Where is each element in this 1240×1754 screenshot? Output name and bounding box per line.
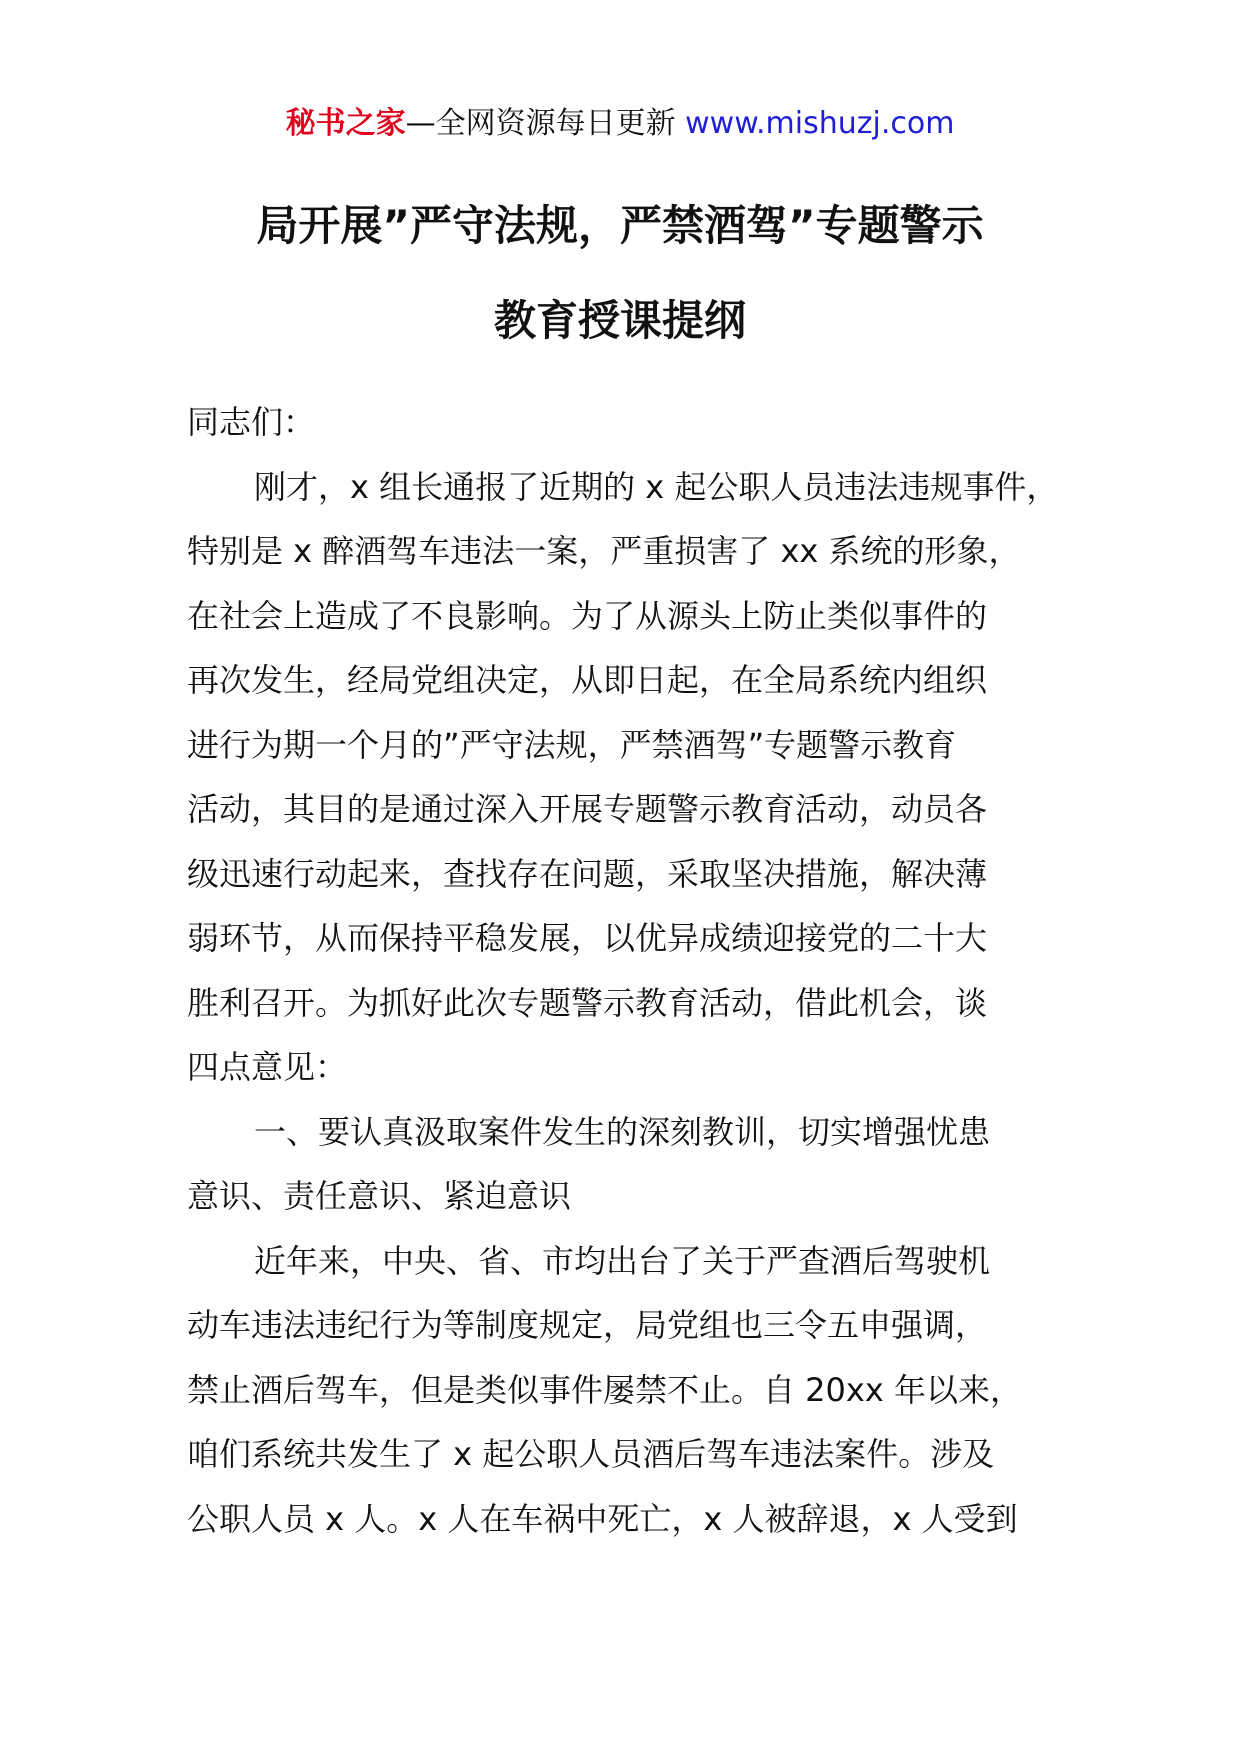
text-line: 在社会上造成了不良影响。为了从源头上防止类似事件的 xyxy=(187,596,988,635)
text-line: 禁止酒后驾车，但是类似事件屡禁不止。自 20xx 年以来， xyxy=(187,1370,1022,1409)
text-line: 活动，其目的是通过深入开展专题警示教育活动，动员各 xyxy=(187,790,988,828)
text-line: 动车违法违纪行为等制度规定，局党组也三令五申强调， xyxy=(187,1306,988,1344)
text-line: 公职人员 x 人。x 人在车祸中死亡，x 人被辞退，x 人受到 xyxy=(187,1499,1018,1538)
text-line: 一、要认真汲取案件发生的深刻教训，切实增强忧患 xyxy=(254,1112,991,1151)
text-line: 特别是 x 醉酒驾车违法一案，严重损害了 xx 系统的形象， xyxy=(187,532,1021,570)
text-line: 意识、责任意识、紧迫意识 xyxy=(187,1177,572,1215)
site-url-link[interactable]: www.mishuzj.com xyxy=(685,106,955,141)
site-tagline: —全网资源每日更新 xyxy=(405,106,676,141)
document-body xyxy=(187,390,1077,1551)
document-title-line-2: 教育授课提纲 xyxy=(493,296,746,345)
text-line: 级迅速行动起来，查找存在问题，采取坚决措施，解决薄 xyxy=(187,854,988,893)
paragraph-section-1 xyxy=(187,1229,1077,1552)
document-title-line-1: 局开展”严守法规，严禁酒驾”专题警示 xyxy=(256,201,984,250)
salutation: 同志们： xyxy=(187,403,316,441)
section-heading-1 xyxy=(187,1100,1077,1229)
text-line: 四点意见： xyxy=(187,1048,348,1086)
paragraph-intro xyxy=(187,455,1077,1100)
text-line: 进行为期一个月的”严守法规，严禁酒驾”专题警示教育 xyxy=(187,725,957,764)
text-line: 近年来，中央、省、市均出台了关于严查酒后驾驶机 xyxy=(254,1241,991,1280)
site-header xyxy=(0,104,1240,144)
text-line: 再次发生，经局党组决定，从即日起，在全局系统内组织 xyxy=(187,661,988,699)
text-line: 弱环节，从而保持平稳发展，以优异成绩迎接党的二十大 xyxy=(187,919,988,957)
text-line: 咱们系统共发生了 x 起公职人员酒后驾车违法案件。涉及 xyxy=(187,1435,995,1473)
site-brand: 秘书之家 xyxy=(285,106,406,141)
text-line: 刚才，x 组长通报了近期的 x 起公职人员违法违规事件， xyxy=(254,467,1059,506)
text-line: 胜利召开。为抓好此次专题警示教育活动，借此机会，谈 xyxy=(187,983,988,1022)
